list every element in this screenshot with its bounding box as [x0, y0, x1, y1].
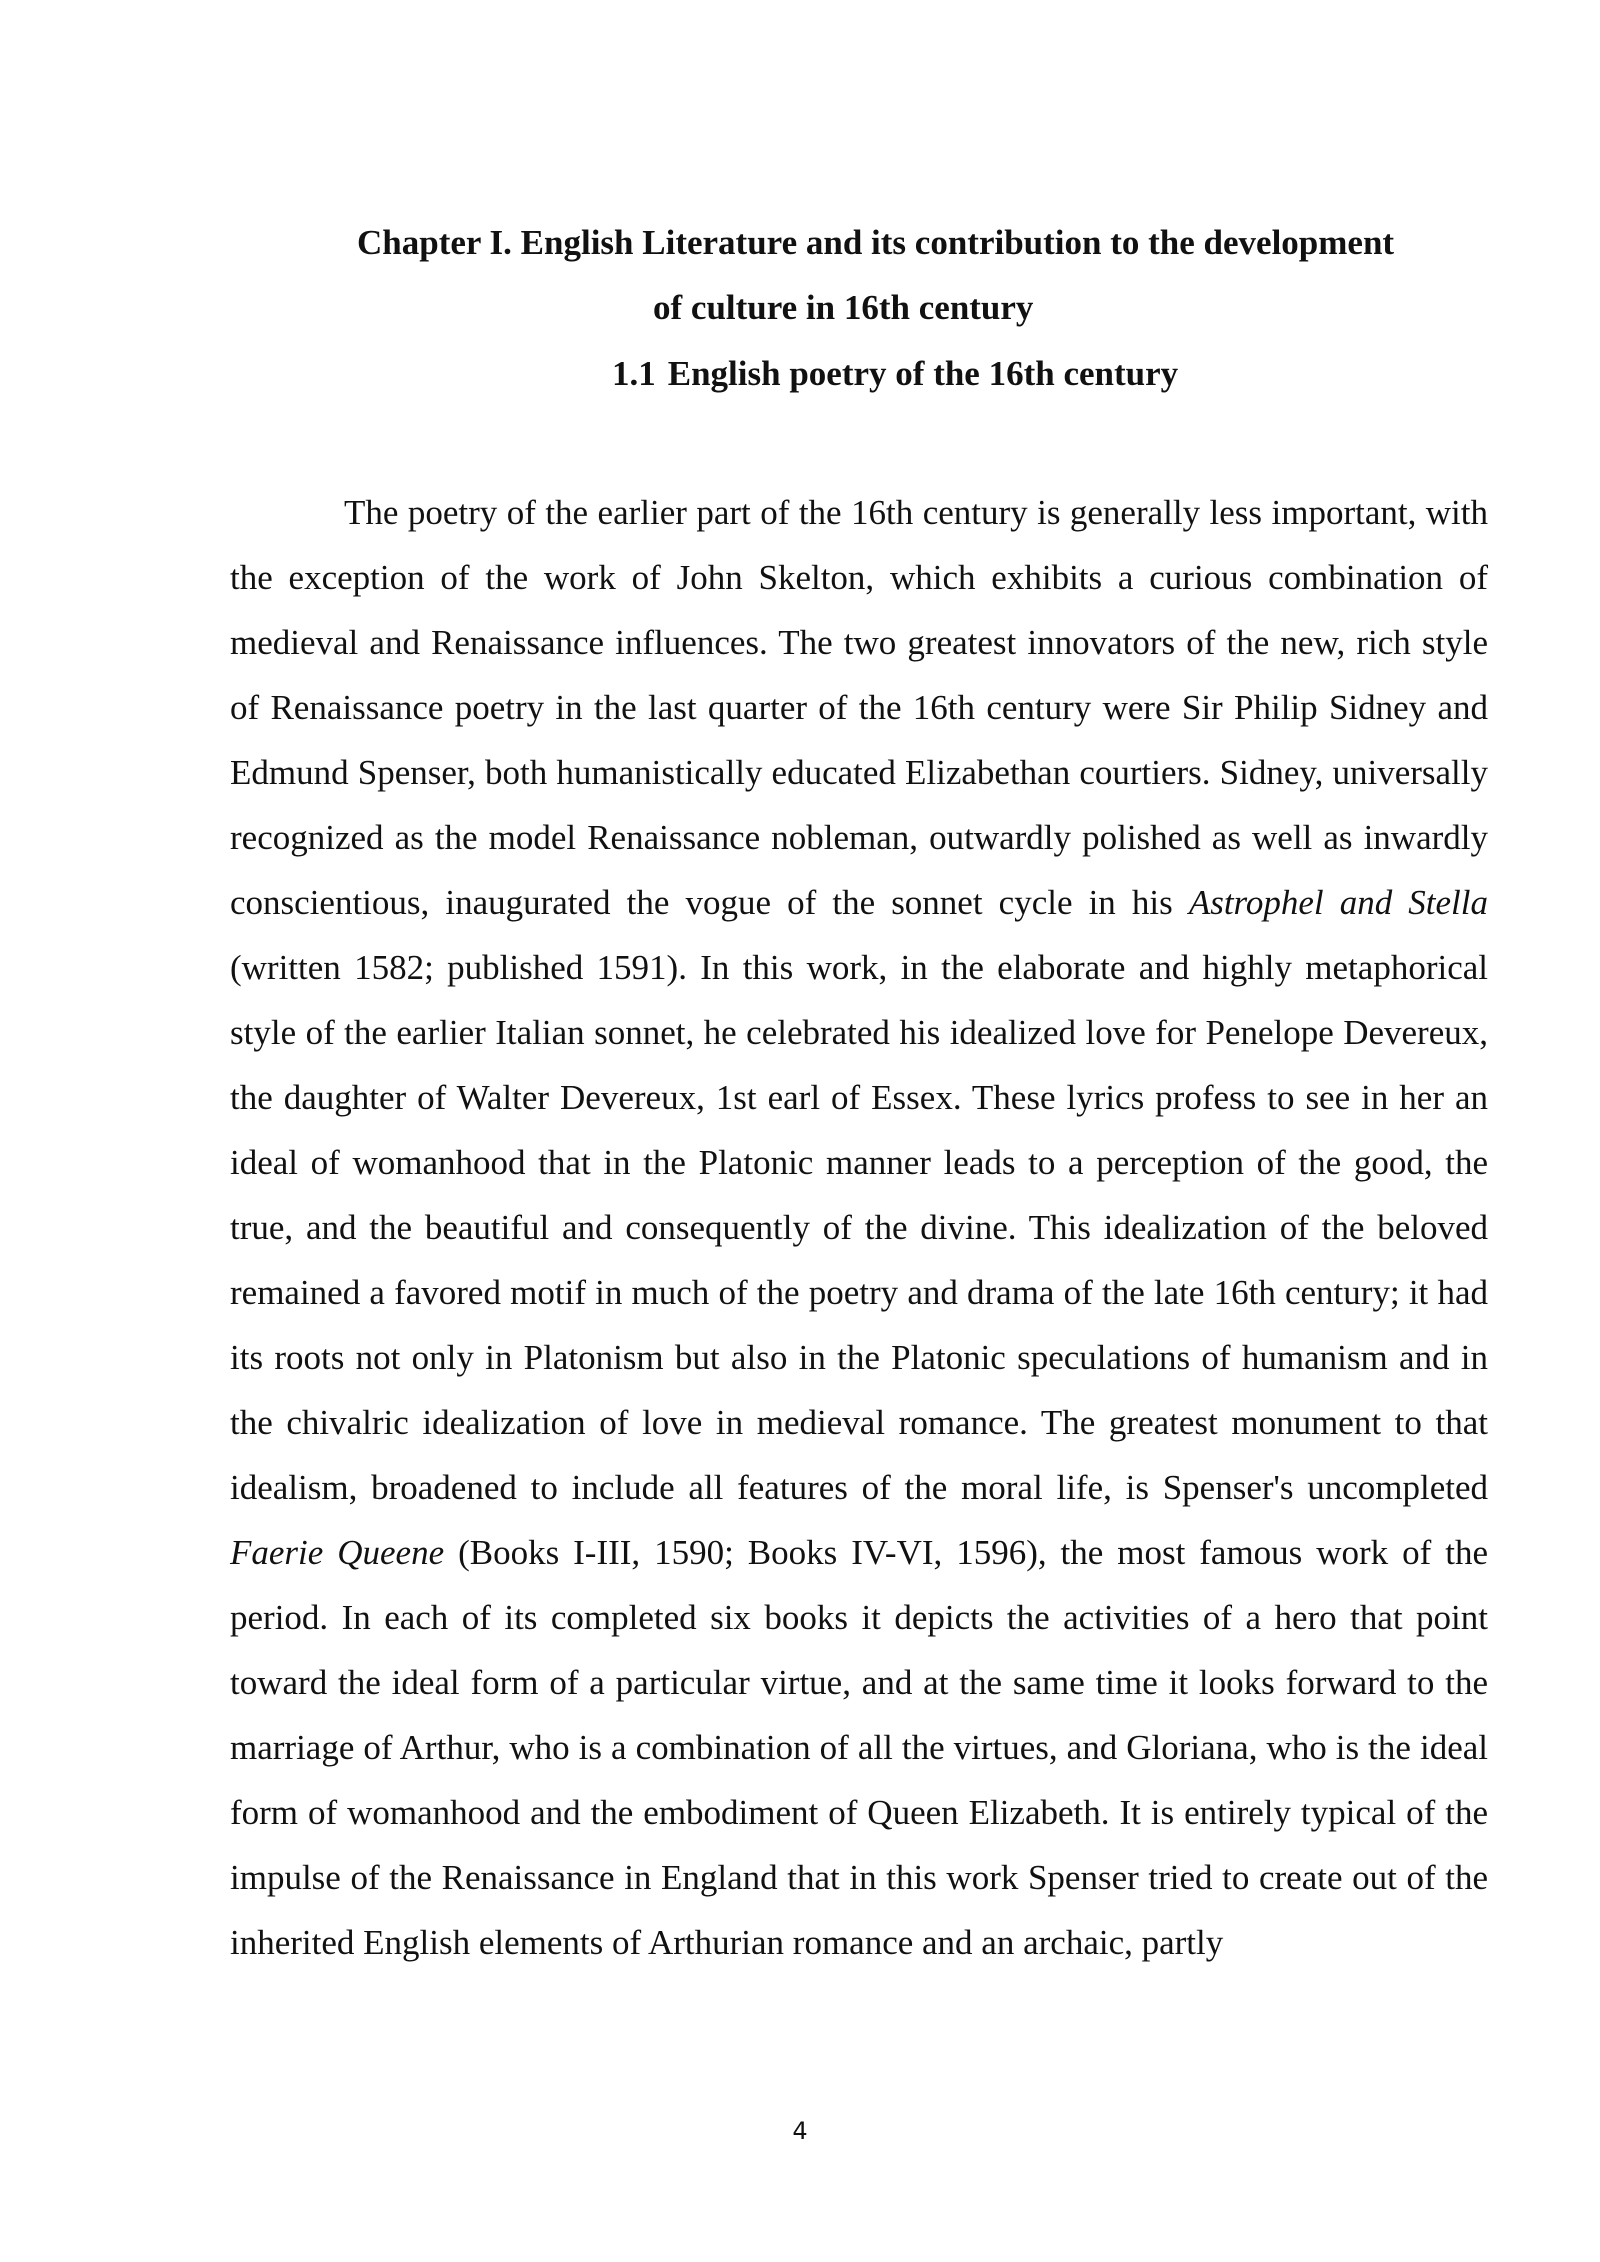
chapter-title-line-1: Chapter I. English Literature and its contribution to the development — [357, 223, 1395, 262]
section-heading — [612, 354, 1178, 394]
page-number: 4 — [792, 2117, 808, 2145]
section-title: English poetry of the 16th century — [667, 354, 1179, 393]
body-paragraph — [230, 480, 1488, 1975]
section-number: 1.1 — [612, 354, 656, 393]
chapter-title-line-2: of culture in 16th century — [653, 288, 1034, 327]
paragraph-text-3: (Books I-III, 1590; Books IV-VI, 1596), the most famous work of the period. In each of its completed six books it depicts the activities of a hero that point toward the ideal form of a particular virtue, and at the same time it looks forward to the marriage of Arthur, who is a combination of all the virtues, and Gloriana, who is the ideal form of womanhood and the embodiment of Queen Elizabeth. It is entirely typical of the impulse of the Renaissance in England that in this work Spenser tried to create out of the inherited English elements of Arthurian romance and an archaic, partly — [230, 1533, 1488, 1962]
work-title-faerie-queene: Faerie Queene — [230, 1533, 445, 1572]
paragraph-text-1: The poetry of the earlier part of the 16th century is generally less important, with the exception of the work of John Skelton, which exhibits a curious combination of medieval and Renaissance influences. The two greatest innovators of the new, rich style of Renaissance poetry in the last quarter of the 16th century were Sir Philip Sidney and Edmund Spenser, both humanistically educated Elizabethan courtiers. Sidney, universally recognized as the model Renaissance nobleman, outwardly polished as well as inwardly conscientious, inaugurated the vogue of the sonnet cycle in his — [230, 493, 1488, 922]
work-title-astrophel-and-stella: Astrophel and Stella — [1188, 883, 1488, 922]
paragraph-text-2: (written 1582; published 1591). In this work, in the elaborate and highly metaphorical style of the earlier Italian sonnet, he celebrated his idealized love for Penelope Devereux, the daughter of Walter Devereux, 1st earl of Essex. These lyrics profess to see in her an ideal of womanhood that in the Platonic manner leads to a perception of the good, the true, and the beautiful and consequently of the divine. This idealization of the beloved remained a favored motif in much of the poetry and drama of the late 16th century; it had its roots not only in Platonism but also in the Platonic speculations of humanism and in the chivalric idealization of love in medieval romance. The greatest monument to that idealism, broadened to include all features of the moral life, is Spenser's uncompleted — [230, 948, 1488, 1507]
